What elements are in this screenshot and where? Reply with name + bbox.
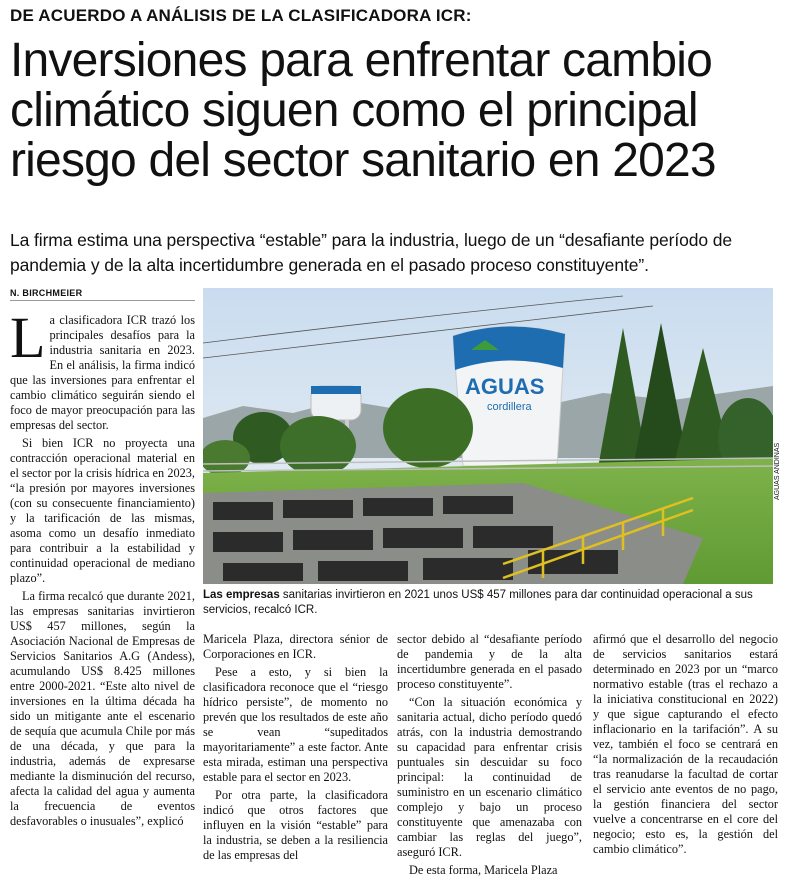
paragraph: “Con la situación económica y sanitaria actual, dicho período quedó atrás, con la industria demostrando su capacidad para enfrentar crisis puntuales sin descuidar su foco principal: la continuidad de suministro en un escenario climático complejo y bajo un proceso constituyente que amenazaba con cambiar las reglas del juego”, aseguró ICR. <box>397 695 582 859</box>
paragraph: Maricela Plaza, directora sénior de Corporaciones en ICR. <box>203 632 388 661</box>
paragraph: Por otra parte, la clasificadora indicó que otros factores que influyen en la visión “estable” para la industria, se deben a la resiliencia de las empresas del <box>203 788 388 862</box>
column-2 <box>203 632 388 866</box>
kicker: DE ACUERDO A ANÁLISIS DE LA CLASIFICADORA ICR: <box>10 6 472 25</box>
paragraph: sector debido al “desafiante período de pandemia y de la alta incertidumbre generada en el pasado proceso constituyente”. <box>397 632 582 691</box>
drop-cap: L <box>10 305 46 370</box>
paragraph: Pese a esto, y si bien la clasificadora reconoce que el “riesgo hídrico persiste”, de momento no prevén que los resultados de este año se vean “supeditados mayoritariamente” a este factor. Ante esta mirada, estiman una perspectiva estable para el sector en 2023. <box>203 665 388 784</box>
column-3 <box>397 632 582 881</box>
caption-lead: Las empresas <box>203 589 280 601</box>
caption-text: sanitarias invirtieron en 2021 unos US$ 457 millones para dar continuidad operacional a sus servicios, recalcó ICR. <box>203 589 753 617</box>
paragraph: a clasificadora ICR trazó los principales desafíos para la industria sanitaria en 2023. En el análisis, la firma indicó que las inversiones para enfrentar el cambio climático seguirán siendo el foco de mayor preocupación para las empresas del sector. <box>10 313 195 432</box>
paragraph: afirmó que el desarrollo del negocio de servicios sanitarios estará determinado en 2023 por un “marco normativo estable (tras el rechazo a la iniciativa constitucional en 2022) y que sigue capturando el efecto inflacionario en la tarifación”. A su vez, también el foco se centrará en “la normalización de la recaudación tras reanudarse la facultad de cortar el servicio ante eventos de no pago, la gestión financiera del sector vuelve a concentrarse en el core del negocio; esto es, la gestión del cambio climático”. <box>593 632 778 856</box>
column-1 <box>10 305 195 832</box>
water-tank <box>453 326 565 466</box>
paragraph: La firma recalcó que durante 2021, las empresas sanitarias invirtieron US$ 457 millones, según la Asociación Nacional de Empresas de Servicios Sanitarios A.G (Andess), acumulando US$ 8.425 millones entre 2000-2021. “Este alto nivel de inversiones en la última década ha sido un mitigante ante el escenario de sequía que acumula Chile por más de una década, y que para la industria, además de expresarse mediante la disminución del recurso, afecta la calidad del agua y aumenta la frecuencia de eventos desfavorables o inusuales”, explicó <box>10 589 195 828</box>
paragraph: Si bien ICR no proyecta una contracción operacional material en el sector por la crisis hídrica en 2023, “la presión por mayores inversiones (con su consecuente financiamiento) y la tarificación de las mismas, asoma como un desafío inmediato para contribuir a la estabilidad y continuidad operacional de mediano plazo”. <box>10 436 195 585</box>
byline: N. BIRCHMEIER <box>10 288 83 298</box>
photo-caption <box>203 588 778 619</box>
deck: La firma estima una perspectiva “estable” para la industria, luego de un “desafiante período de pandemia y de la alta incertidumbre generada en el pasado proceso constituyente”. <box>10 230 733 276</box>
treatment-plant-photo <box>203 288 773 584</box>
headline: Inversiones para enfrentar cambio climático siguen como el principal riesgo del sector sanitario en 2023 <box>10 34 716 187</box>
column-4 <box>593 632 778 860</box>
photo-illustration <box>203 288 773 584</box>
photo-credit: AGUAS ANDINAS <box>774 442 781 500</box>
tank-brand: AGUAS <box>465 374 545 399</box>
tank-sub: cordillera <box>487 401 532 413</box>
paragraph: De esta forma, Maricela Plaza <box>409 863 558 877</box>
byline-rule <box>10 300 195 301</box>
